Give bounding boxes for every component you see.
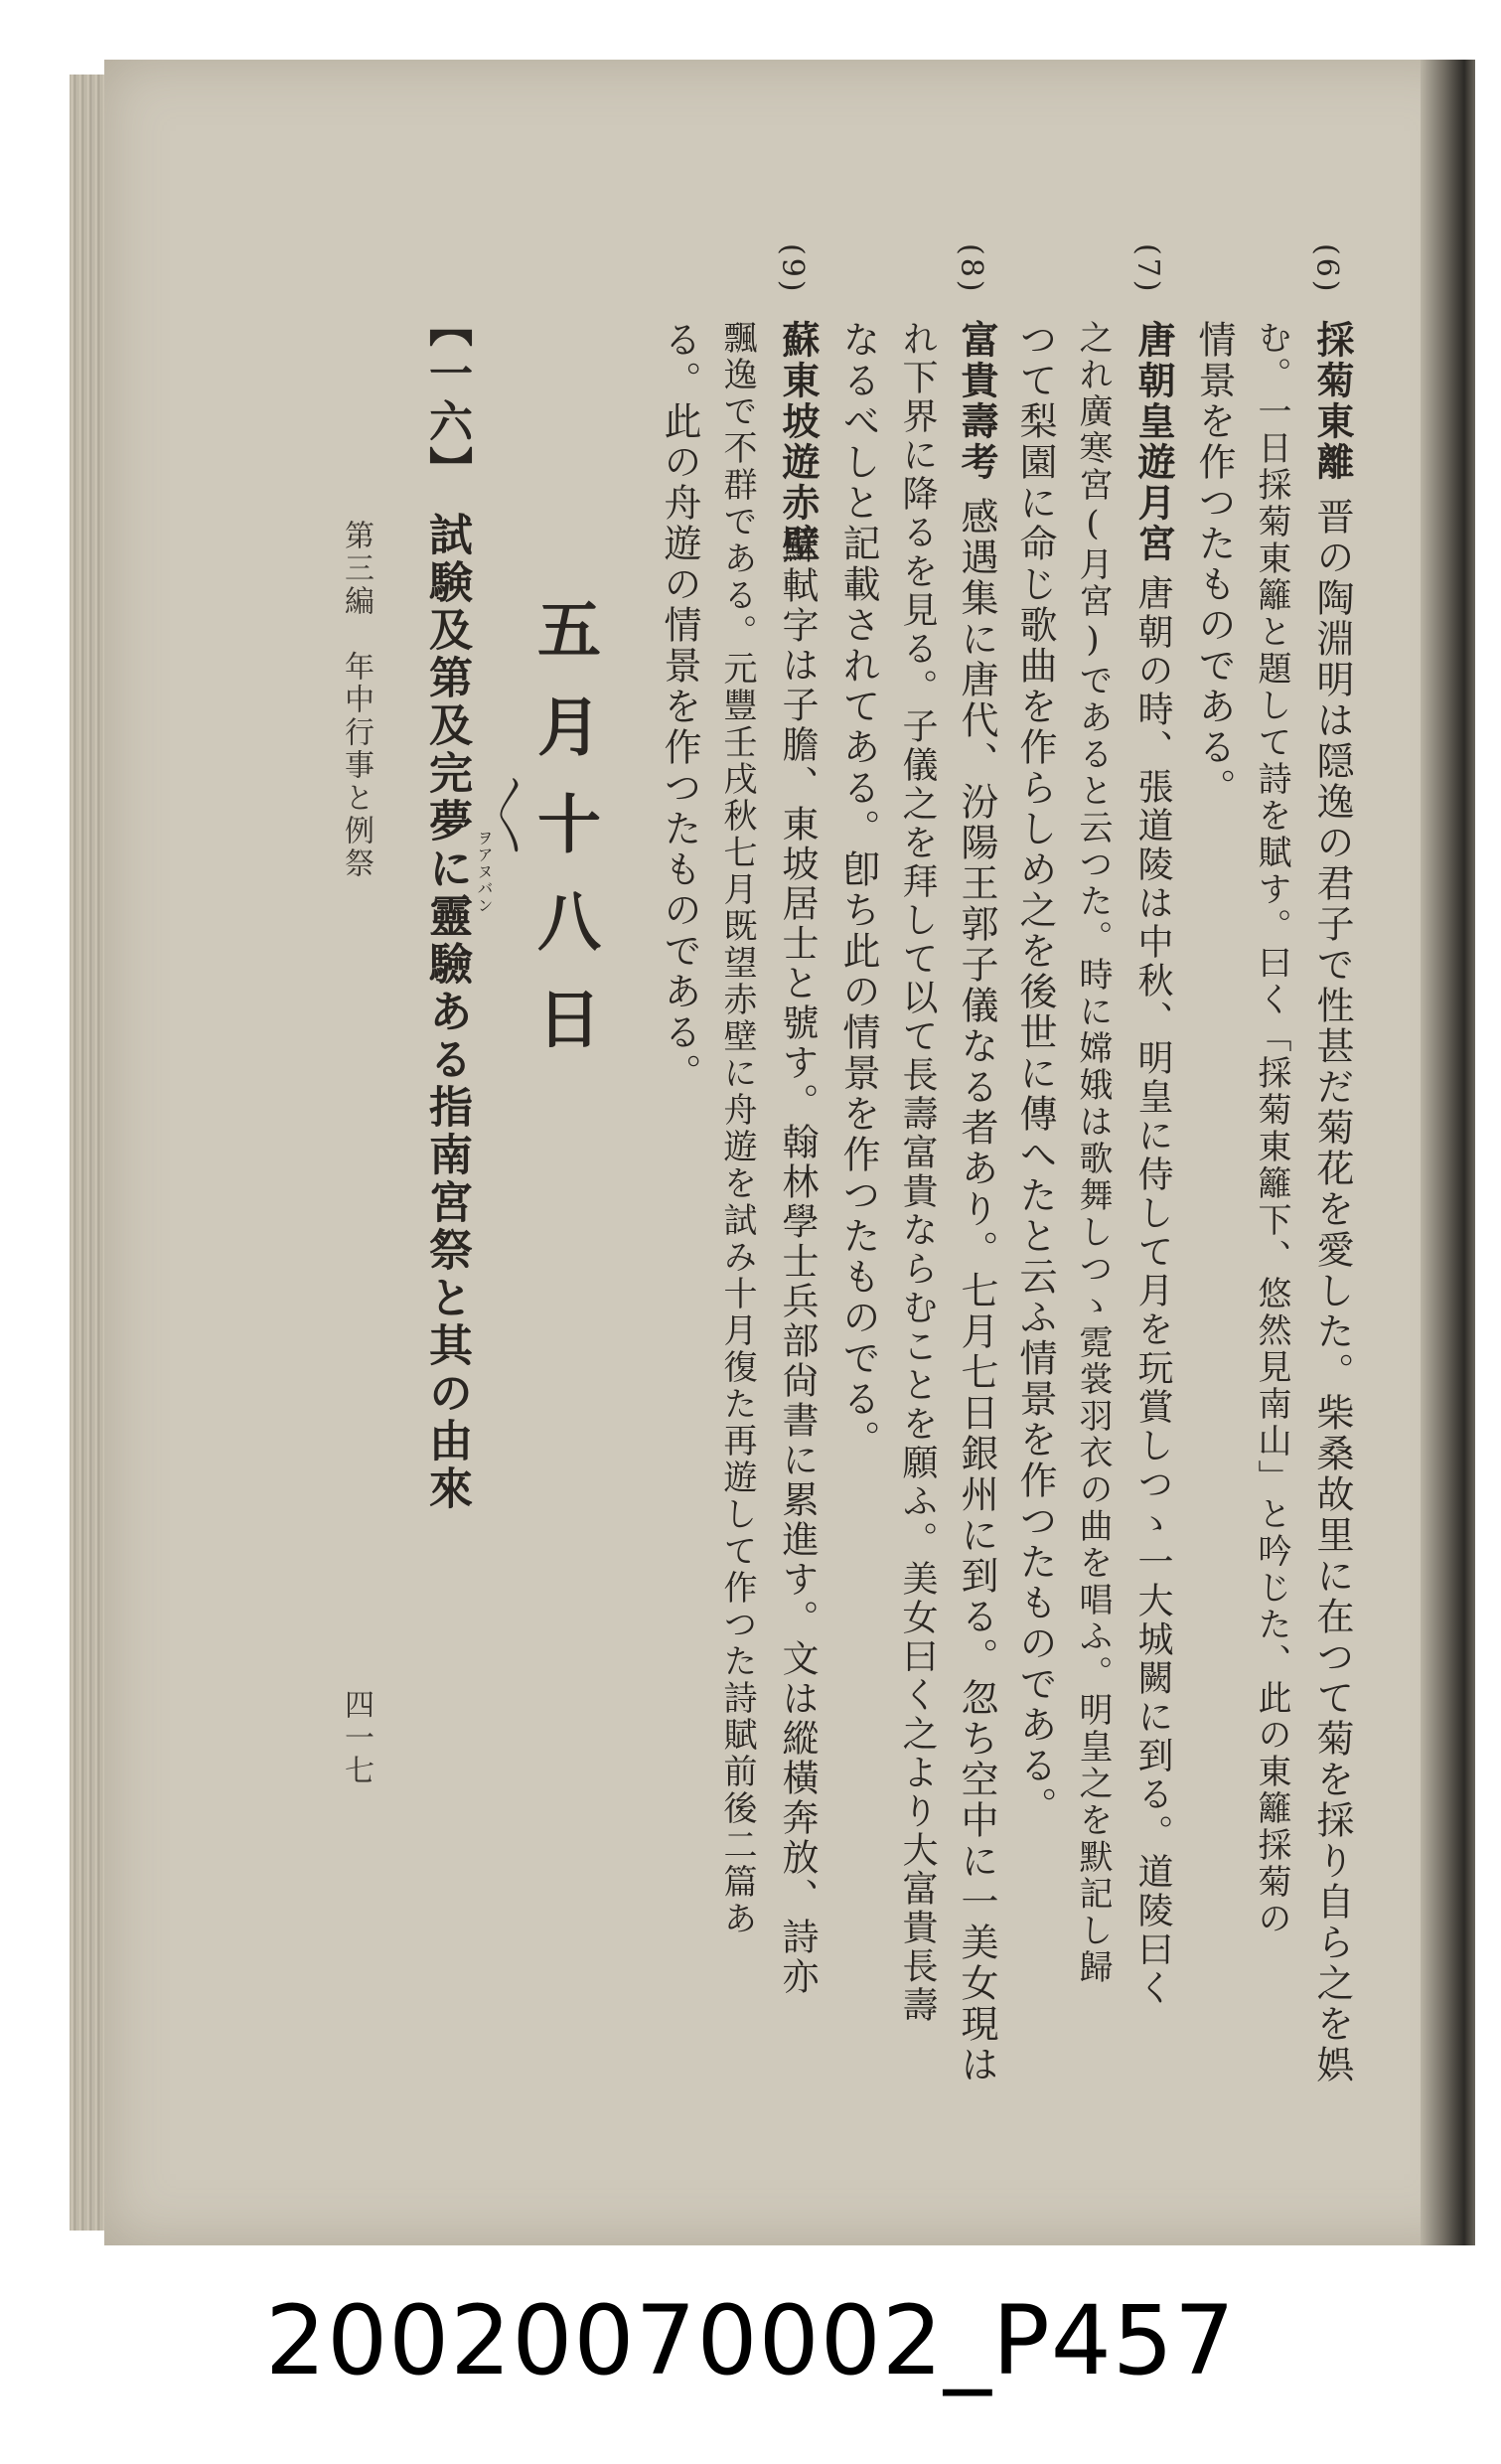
note-7-number: (7): [1130, 243, 1165, 295]
note-6-title: 採菊東離: [1310, 320, 1355, 483]
image-caption: 20020070002_P457: [265, 2285, 1236, 2396]
date-heading: 五月十八日: [526, 596, 601, 1083]
page-number: 四一七: [339, 1689, 374, 1787]
section-number: 【一六】: [421, 303, 472, 494]
note-7-line-2: 之れ廣寒宮(月宮)であると云つた。時に嫦娥は歌舞しつゝ霓裳羽衣の曲を唱ふ。明皇之を默記し歸: [1073, 320, 1113, 1986]
note-8-line-2: れ下界に降るを見る。子儀之を拜して以て長壽富貴ならむことを願ふ。美女曰く之より大富貴長壽: [897, 320, 938, 2025]
note-8-line-3: なるべしと記載されてある。卽ち此の情景を作つたものでる。: [836, 320, 880, 1461]
note-6-line-1: 晋の陶淵明は隠逸の君子で性甚だ菊花を愛した。柴桑故里に在つて菊を採り自ら之を娯: [1310, 497, 1354, 2085]
note-9-number: (9): [775, 243, 810, 295]
running-head: 第三編 年中行事と例祭: [339, 520, 374, 880]
note-6-line-3: 情景を作つたものである。: [1192, 320, 1236, 809]
note-8-title: 富貴壽考: [955, 320, 999, 483]
note-9-title: 蘇東坡遊赤壁: [776, 320, 821, 564]
note-7-line-3: つて梨園に命じ歌曲を作らしめ之を後世に傳へたと云ふ情景を作つたものである。: [1013, 320, 1057, 1827]
note-6-line-2: む。一日採菊東籬と題して詩を賦す。曰く「採菊東籬下、悠然見南山」と吟じた、此の東籬採菊の: [1252, 320, 1291, 1937]
book-spine: [1421, 60, 1475, 2245]
note-8-number: (8): [954, 243, 988, 295]
note-6-number: (6): [1309, 243, 1344, 295]
section-title: 試験及第及完夢に靈驗ある指南宮祭と其の由來: [421, 512, 472, 1513]
note-9-line-3: る。此の舟遊の情景を作つたものである。: [658, 320, 701, 1094]
note-8-line-1: 感遇集に唐代、汾陽王郭子儀なる者あり。七月七日銀州に到る。忽ち空中に一美女現は: [955, 497, 998, 2085]
note-9-line-2: 飄逸で不群である。元豐壬戌秋七月既望赤壁に舟遊を試み十月復た再遊して作つた詩賦前後二篇あ: [717, 320, 757, 1937]
note-7-line-1: 唐朝の時、張道陵は中秋、明皇に侍して月を玩賞しつゝ一大城闕に到る。道陵曰く: [1132, 574, 1173, 2008]
note-9-line-1: 蘇軾字は子膽、東坡居士と號す。翰林學士兵部尙書に累進す。文は縱橫奔放、詩亦: [776, 527, 819, 1997]
section-ruby: ヲアヌバン: [475, 830, 494, 914]
ditto-mark: 〳〵: [485, 775, 530, 857]
book-page: [104, 60, 1475, 2245]
note-7-title: 唐朝皇遊月宮: [1131, 320, 1176, 564]
